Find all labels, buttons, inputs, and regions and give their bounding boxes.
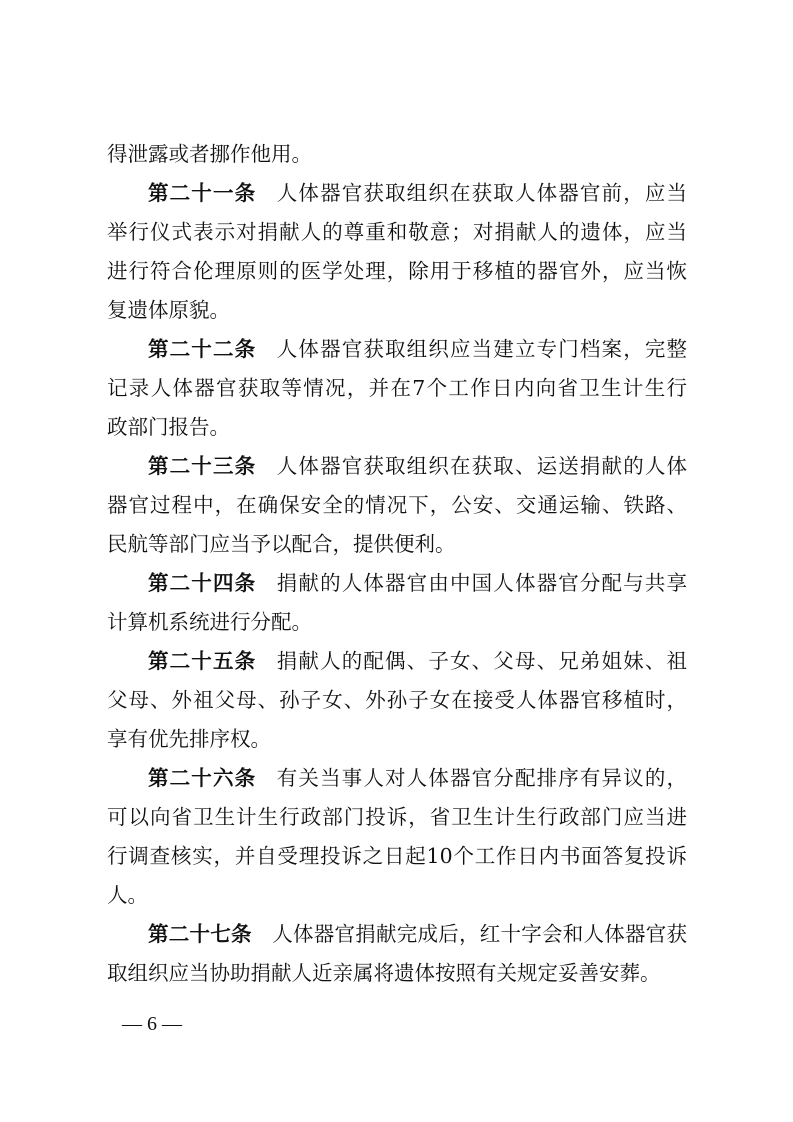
- article-number: 第二十三条: [148, 454, 257, 478]
- article-line: 器官过程中，在确保安全的情况下，公安、交通运输、铁路、: [107, 493, 687, 517]
- article-first-line: [107, 759, 687, 798]
- article-last-line: 人。: [107, 883, 148, 907]
- article-line: 父母、外祖父母、孙子女、外孙子女在接受人体器官移植时，: [107, 688, 687, 712]
- article-text: 捐献人的配偶、子女、父母、兄弟姐妹、祖: [276, 649, 687, 673]
- article-first-line: [107, 330, 687, 369]
- article-number: 第二十七条: [148, 922, 252, 946]
- article-line: 可以向省卫生计生行政部门投诉，省卫生计生行政部门应当进: [107, 805, 687, 829]
- article-first-line: [107, 564, 687, 603]
- article-first-line: [107, 915, 687, 954]
- article-line: 行调查核实，并自受理投诉之日起10个工作日内书面答复投诉: [107, 844, 687, 868]
- article-26: [107, 759, 687, 915]
- article-number: 第二十二条: [148, 337, 257, 361]
- article-text: 人体器官捐献完成后，红十字会和人体器官获: [272, 922, 687, 946]
- article-text: 人体器官获取组织应当建立专门档案，完整: [276, 337, 687, 361]
- article-last-line: 政部门报告。: [107, 415, 230, 439]
- article-last-line: 取组织应当协助捐献人近亲属将遗体按照有关规定妥善安葬。: [107, 961, 661, 985]
- article-text: 人体器官获取组织在获取、运送捐献的人体: [276, 454, 687, 478]
- continuation-line: 得泄露或者挪作他用。: [107, 142, 312, 166]
- article-last-line: 计算机系统进行分配。: [107, 610, 312, 634]
- article-27: [107, 915, 687, 993]
- article-first-line: [107, 642, 687, 681]
- article-number: 第二十六条: [148, 766, 257, 790]
- article-22: [107, 330, 687, 447]
- article-text: 人体器官获取组织在获取人体器官前，应当: [276, 181, 687, 205]
- document-body: [107, 135, 687, 993]
- article-line: 记录人体器官获取等情况，并在7个工作日内向省卫生计生行: [107, 376, 687, 400]
- article-last-line: 民航等部门应当予以配合，提供便利。: [107, 532, 456, 556]
- article-25: [107, 642, 687, 759]
- article-number: 第二十一条: [148, 181, 257, 205]
- article-last-line: 享有优先排序权。: [107, 727, 271, 751]
- article-last-line: 复遗体原貌。: [107, 298, 230, 322]
- article-first-line: [107, 447, 687, 486]
- article-number: 第二十四条: [148, 571, 257, 595]
- article-line: 进行符合伦理原则的医学处理，除用于移植的器官外，应当恢: [107, 259, 687, 283]
- article-23: [107, 447, 687, 564]
- article-number: 第二十五条: [148, 649, 257, 673]
- article-first-line: [107, 174, 687, 213]
- page-number: — 6 —: [122, 1013, 182, 1035]
- article-line: 举行仪式表示对捐献人的尊重和敬意；对捐献人的遗体，应当: [107, 220, 687, 244]
- article-text: 有关当事人对人体器官分配排序有异议的，: [276, 766, 687, 790]
- article-21: [107, 174, 687, 330]
- article-24: [107, 564, 687, 642]
- article-text: 捐献的人体器官由中国人体器官分配与共享: [276, 571, 687, 595]
